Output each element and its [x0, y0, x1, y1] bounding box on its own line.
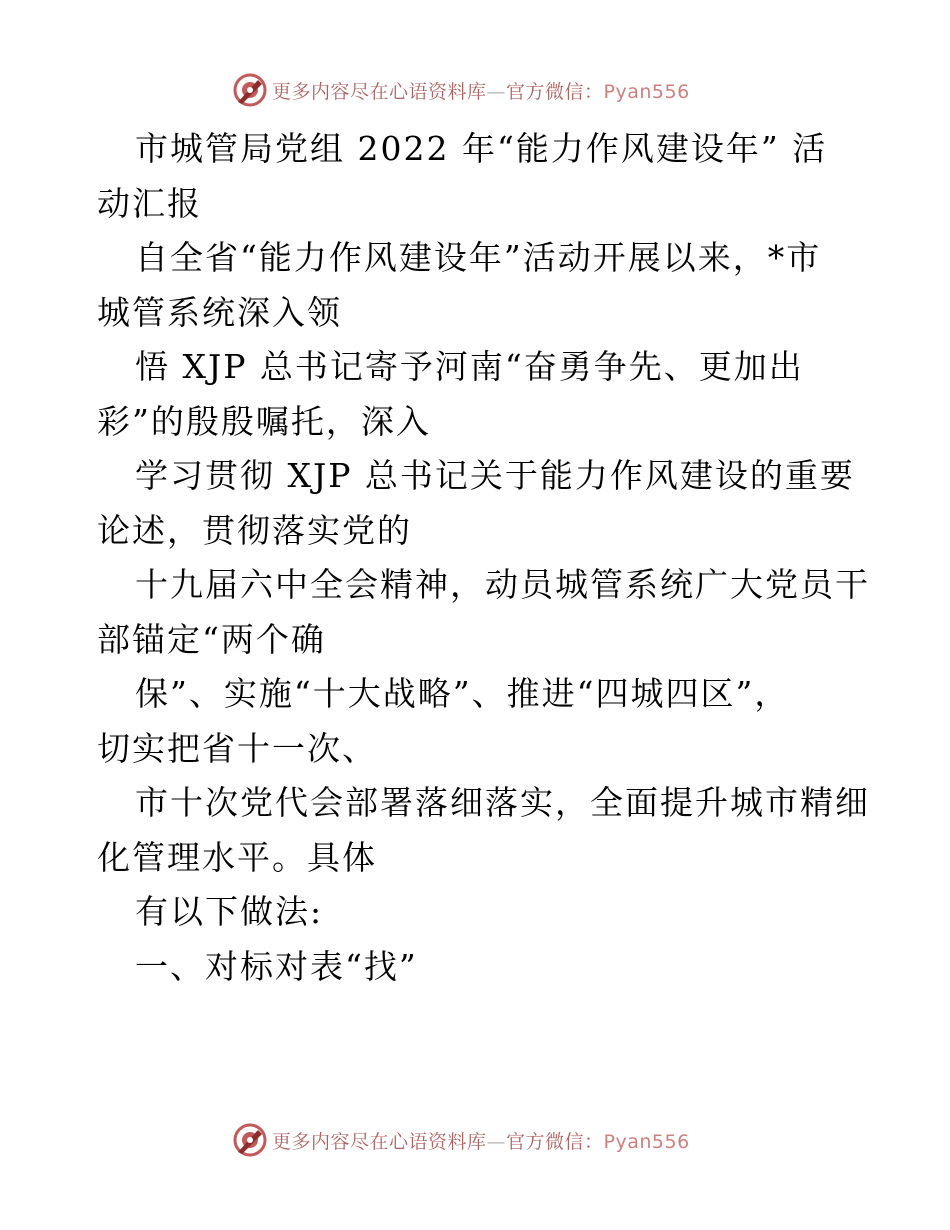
watermark-site: 更多内容尽在心语资料库: [272, 1130, 487, 1153]
watermark-footer: [232, 1120, 752, 1160]
paragraph-line: 市十次党代会部署落细落实，全面提升城市精细: [135, 783, 870, 822]
paragraph-line: 十九届六中全会精神，动员城管系统广大党员干: [135, 565, 870, 604]
paragraph-line: 悟 XJP 总书记寄予河南“奋勇争先、更加出: [135, 347, 804, 386]
watermark-header: [232, 70, 752, 110]
watermark-wechat-label: 官方微信：: [506, 1130, 604, 1153]
paragraph-line: 学习贯彻 XJP 总书记关于能力作风建设的重要: [135, 456, 855, 495]
paragraph-line: 论述，贯彻落实党的: [97, 510, 412, 550]
pen-logo-icon: [232, 72, 268, 108]
paragraph-line: 自全省“能力作风建设年”活动开展以来，*市: [135, 238, 822, 277]
watermark-dash: —: [486, 1130, 507, 1153]
title-line-2: 动汇报: [97, 183, 202, 223]
paragraph-line: 彩”的殷殷嘱托，深入: [97, 401, 431, 441]
pen-logo-icon: [232, 1122, 268, 1158]
watermark-wechat-label: 官方微信：: [506, 80, 604, 103]
watermark-account: Pyan556: [603, 1130, 690, 1153]
title-line-1: 市城管局党组 2022 年“能力作风建设年” 活: [135, 129, 828, 168]
paragraph-line: 保”、实施“十大战略”、推进“四城四区”，: [135, 674, 790, 713]
paragraph-line: 化管理水平。具体: [97, 837, 377, 877]
section-heading: 一、对标对表“找”: [135, 946, 418, 986]
paragraph-line: 有以下做法:: [135, 892, 324, 931]
paragraph-line: 切实把省十一次、: [97, 728, 377, 768]
watermark-dash: —: [486, 80, 507, 103]
watermark-account: Pyan556: [603, 80, 690, 103]
paragraph-line: 部锚定“两个确: [97, 619, 326, 659]
watermark-site: 更多内容尽在心语资料库: [272, 80, 487, 103]
document-body: [97, 122, 870, 994]
paragraph-line: 城管系统深入领: [97, 292, 342, 332]
